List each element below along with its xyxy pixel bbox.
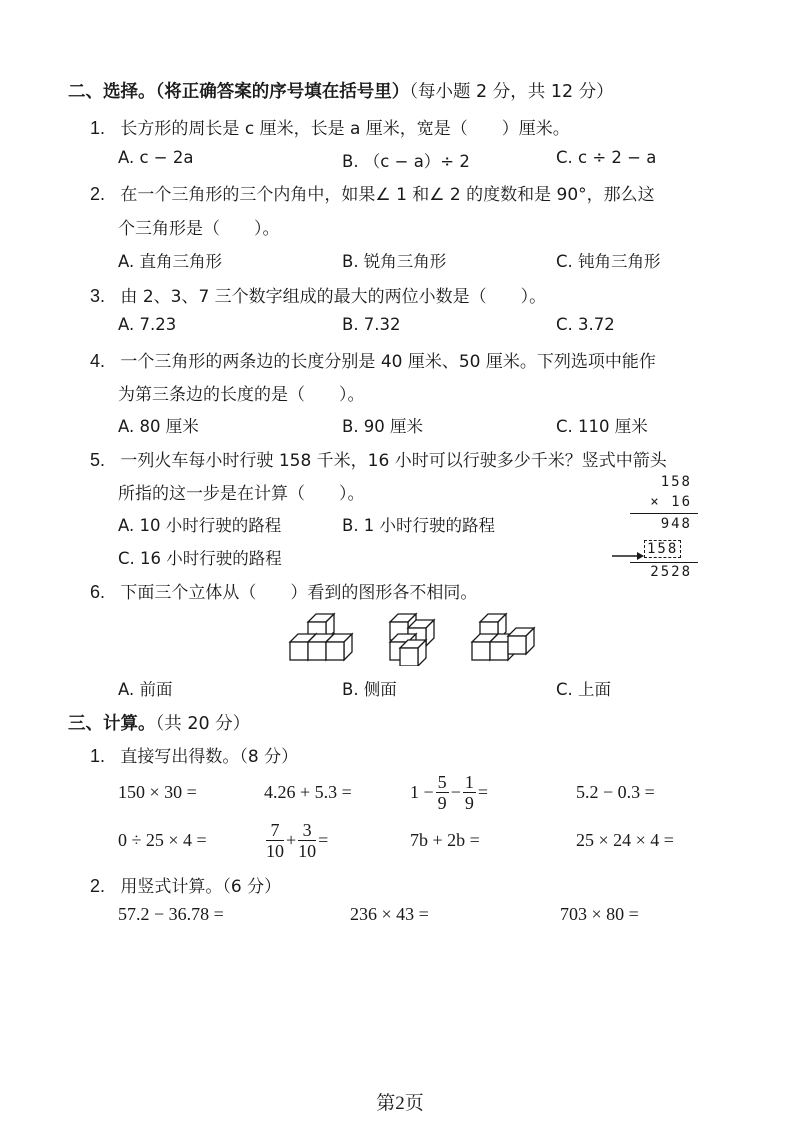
section-3-points: （共 20 分） [155, 714, 251, 734]
question-number: 4. [90, 351, 106, 371]
expr3-equals: = [477, 781, 488, 802]
vertical-row-2: × 16 [650, 494, 692, 510]
expression-5: 0 ÷ 25 × 4 = [118, 830, 207, 850]
question-text: 长方形的周长是 c 厘米，长是 a 厘米，宽是（ ）厘米。 [120, 119, 570, 139]
vertical-multiplication [612, 474, 702, 584]
q3-option-c: C. 3.72 [556, 315, 615, 334]
numerator: 3 [298, 820, 316, 841]
question-number: 2. [90, 184, 106, 204]
question-2 [90, 180, 655, 205]
expr3-prefix: 1 − [410, 781, 434, 802]
vertical-row-3: 948 [660, 516, 692, 532]
q3-option-a: A. 7.23 [118, 315, 177, 334]
expression-8: 25 × 24 × 4 = [576, 830, 674, 850]
fraction-7-10 [266, 820, 284, 861]
question-text-line1: 一列火车每小时行驶 158 千米，16 小时可以行驶多少千米？竖式中箭头 [120, 451, 667, 471]
section-3-header [68, 710, 250, 735]
expr6-equals: = [318, 829, 329, 850]
numerator: 1 [464, 771, 474, 792]
section-2-points: （每小题 2 分，共 12 分） [409, 82, 614, 102]
expression-1: 150 × 30 = [118, 782, 197, 802]
expression-6 [264, 818, 328, 862]
question-number: 3. [90, 286, 106, 306]
q5-text-line2: 所指的这一步是在计算（ ）。 [118, 484, 365, 504]
expr3-minus: − [450, 781, 461, 802]
expr6-plus: + [286, 829, 297, 850]
q6-option-a: A. 前面 [118, 680, 173, 699]
expression-7: 7b + 2b = [410, 830, 480, 850]
fraction-3-10 [298, 820, 316, 861]
question-text: 直接写出得数。（8 分） [120, 747, 299, 767]
numerator: 5 [437, 771, 447, 792]
q1-option-c: C. c ÷ 2 − a [556, 148, 657, 167]
expression-3 [410, 770, 488, 814]
denominator: 9 [464, 792, 474, 813]
expression-4: 5.2 − 0.3 = [576, 782, 655, 802]
q6-option-b: B. 侧面 [342, 680, 397, 699]
section-3-title: 三、计算。 [68, 714, 156, 734]
section-2-header [68, 78, 614, 103]
calc-question-1 [90, 742, 298, 767]
q1-option-b: B. （c − a）÷ 2 [342, 152, 470, 171]
denominator: 10 [266, 840, 284, 861]
question-3 [90, 282, 546, 307]
q2-option-b: B. 锐角三角形 [342, 252, 447, 271]
question-6 [90, 578, 477, 603]
expression-2: 4.26 + 5.3 = [264, 782, 352, 802]
question-text: 下面三个立体从（ ）看到的图形各不相同。 [120, 583, 478, 603]
vertical-calc-3: 703 × 80 = [560, 904, 639, 924]
question-number: 5. [90, 450, 106, 470]
page-number: 第2页 [376, 1093, 424, 1114]
question-5 [90, 446, 667, 471]
question-4 [90, 347, 656, 372]
vertical-calc-1: 57.2 − 36.78 = [118, 904, 224, 924]
question-number: 6. [90, 582, 106, 602]
q6-option-c: C. 上面 [556, 680, 612, 699]
q4-text-line2: 为第三条边的长度的是（ ）。 [118, 385, 365, 405]
q5-option-b: B. 1 小时行驶的路程 [342, 516, 496, 535]
vertical-calc-2: 236 × 43 = [350, 904, 429, 924]
q2-text-line2: 个三角形是（ ）。 [118, 219, 280, 239]
question-number: 2. [90, 876, 106, 896]
vertical-row-4-boxed: 158 [644, 540, 681, 558]
vertical-row-5: 2528 [650, 564, 692, 580]
q4-option-c: C. 110 厘米 [556, 417, 648, 436]
q5-option-c: C. 16 小时行驶的路程 [118, 549, 282, 568]
question-text-line1: 一个三角形的两条边的长度分别是 40 厘米、50 厘米。下列选项中能作 [120, 352, 656, 372]
vertical-divider-1 [630, 513, 698, 514]
q5-option-a: A. 10 小时行驶的路程 [118, 516, 282, 535]
cube-figure-1 [290, 614, 352, 660]
fraction-1-9 [463, 772, 476, 813]
numerator: 7 [266, 820, 284, 841]
q1-option-a: A. c − 2a [118, 148, 194, 167]
q2-option-a: A. 直角三角形 [118, 252, 222, 271]
question-1 [90, 114, 570, 139]
section-2-instruction: （将正确答案的序号填在括号里） [155, 82, 410, 102]
question-text-line1: 在一个三角形的三个内角中，如果∠ 1 和∠ 2 的度数和是 90°，那么这 [120, 185, 655, 205]
vertical-divider-2 [630, 562, 698, 563]
vertical-row-1: 158 [660, 474, 692, 490]
cube-figure-3 [472, 614, 534, 660]
question-number: 1. [90, 746, 106, 766]
cube-figure-2 [390, 614, 434, 666]
q4-option-b: B. 90 厘米 [342, 417, 424, 436]
section-2-title: 二、选择。 [68, 82, 156, 102]
denominator: 10 [298, 840, 317, 861]
q3-option-b: B. 7.32 [342, 315, 401, 334]
q2-option-c: C. 钝角三角形 [556, 252, 661, 271]
q4-option-a: A. 80 厘米 [118, 417, 199, 436]
question-text: 由 2、3、7 三个数字组成的最大的两位小数是（ ）。 [120, 287, 547, 307]
fraction-5-9 [436, 772, 449, 813]
question-text: 用竖式计算。（6 分） [120, 877, 282, 897]
calc-question-2 [90, 872, 281, 897]
denominator: 9 [437, 792, 447, 813]
question-number: 1. [90, 118, 106, 138]
cube-figures [280, 604, 580, 666]
